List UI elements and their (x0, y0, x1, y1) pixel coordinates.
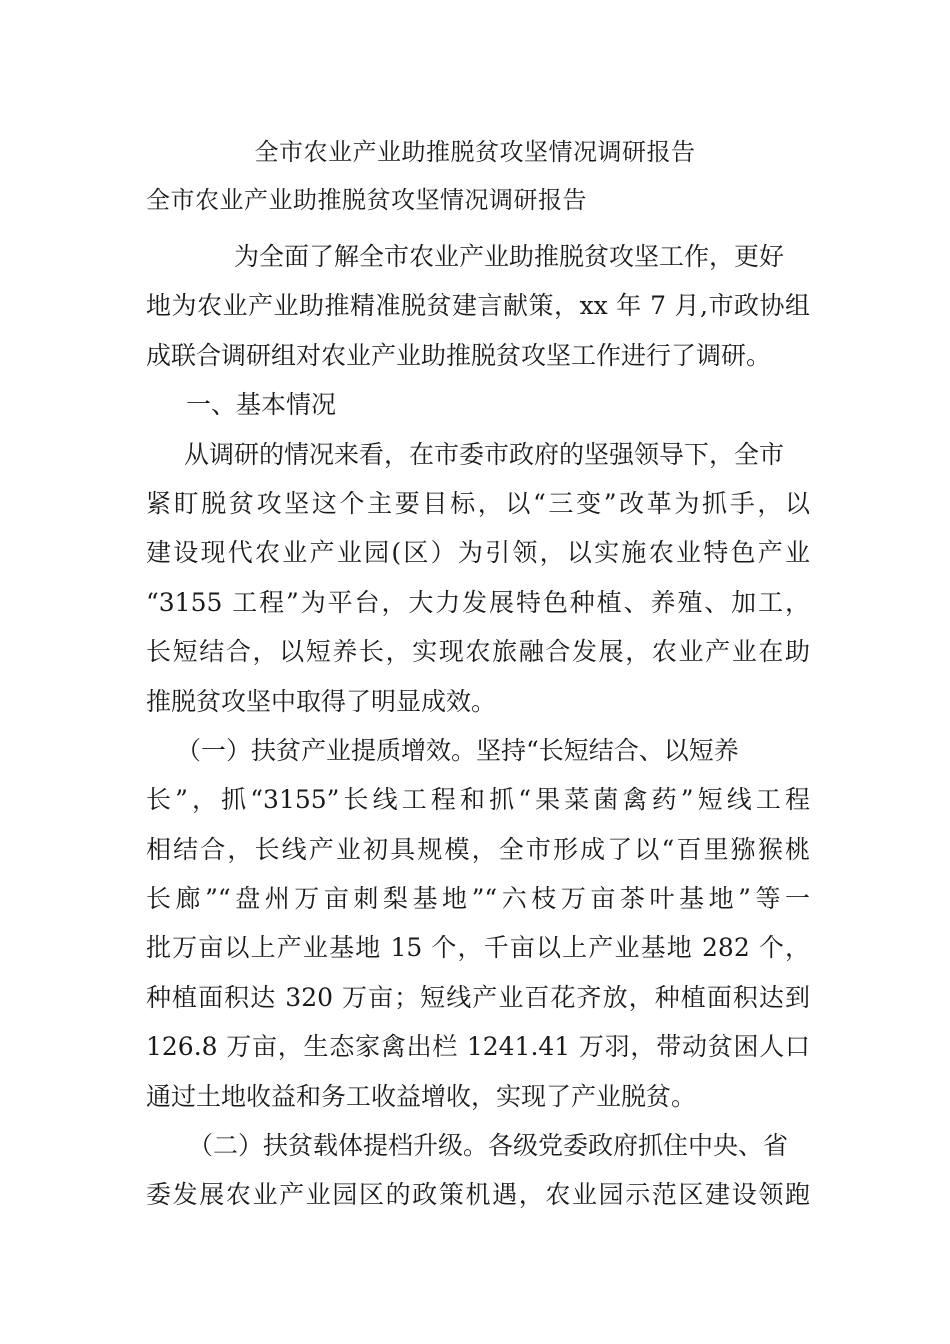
document-title: 全市农业产业助推脱贫攻坚情况调研报告 (254, 138, 696, 166)
text-line: （一）扶贫产业提质增效。坚持“长短结合、以短养 (176, 735, 739, 765)
text-line: 长短结合，以短养长，实现农旅融合发展，农业产业在助 (146, 637, 810, 667)
text-line: 紧盯脱贫攻坚这个主要目标，以“三变”改革为抓手，以 (146, 488, 810, 518)
text-line: 相结合，长线产业初具规模，全市形成了以“百里猕猴桃 (146, 834, 810, 864)
text-line: 批万亩以上产业基地 15 个，千亩以上产业基地 282 个， (146, 933, 810, 963)
text-line: 126.8 万亩，生态家禽出栏 1241.41 万羽，带动贫困人口 (146, 1032, 810, 1062)
text-line: 建设现代农业产业园(区）为引领，以实施农业特色产业 (146, 538, 810, 568)
text-line: 长”，抓“3155”长线工程和抓“果菜菌禽药”短线工程 (146, 785, 810, 815)
section-heading: 一、基本情况 (186, 390, 337, 420)
text-line: 从调研的情况来看，在市委市政府的坚强领导下，全市 (184, 439, 785, 469)
text-line: （二）扶贫载体提档升级。各级党委政府抓住中央、省 (188, 1131, 789, 1161)
text-line: 为全面了解全市农业产业助推脱贫攻坚工作，更好 (234, 242, 785, 271)
text-line: 推脱贫攻坚中取得了明显成效。 (146, 686, 497, 716)
text-line: 成联合调研组对农业产业助推脱贫攻坚工作进行了调研。 (146, 340, 772, 370)
text-line: 通过土地收益和务工收益增收，实现了产业脱贫。 (146, 1081, 697, 1111)
document-subtitle: 全市农业产业助推脱贫攻坚情况调研报告 (146, 186, 587, 214)
text-line: 长廊”“盘州万亩刺梨基地”“六枝万亩茶叶基地”等一 (146, 884, 810, 914)
text-line: 委发展农业产业园区的政策机遇，农业园示范区建设领跑 (146, 1180, 810, 1210)
text-line: 种植面积达 320 万亩；短线产业百花齐放，种植面积达到 (146, 982, 810, 1012)
text-line: 地为农业产业助推精准脱贫建言献策，xx 年 7 月,市政协组 (146, 291, 810, 321)
document-body (146, 232, 810, 1220)
text-line: “3155 工程”为平台，大力发展特色种植、养殖、加工， (146, 587, 810, 617)
